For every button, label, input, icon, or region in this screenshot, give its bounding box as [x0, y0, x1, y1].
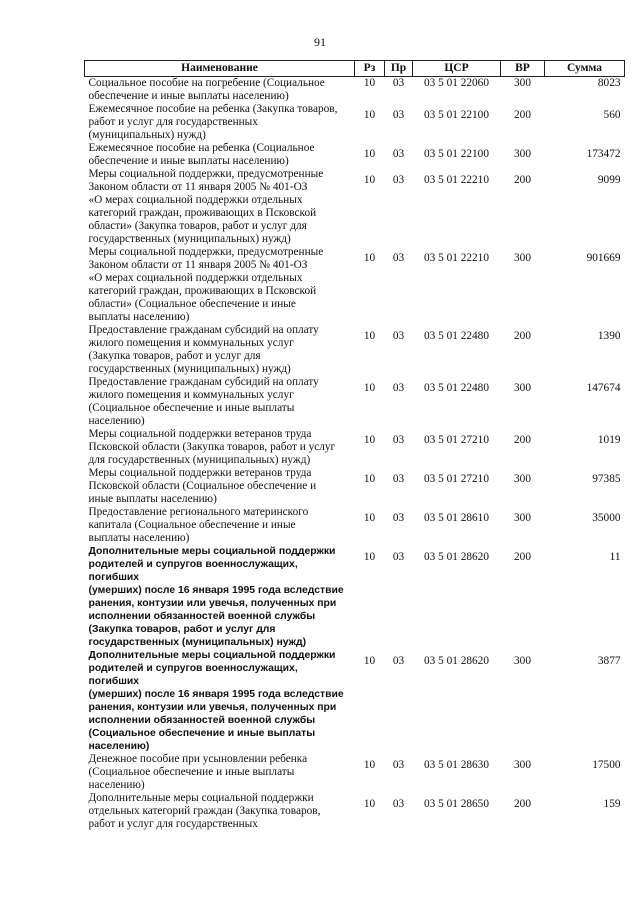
cell-name-line: Ежемесячное пособие на ребенка (Социальное	[88, 142, 315, 154]
cell-name-line: населению)	[88, 415, 145, 427]
cell-pr: 03	[392, 148, 405, 160]
table-row	[85, 753, 625, 792]
budget-table-container	[84, 60, 624, 831]
cell-vr: 300	[514, 512, 531, 524]
cell-pr: 03	[392, 798, 405, 810]
cell-rz: 10	[363, 252, 376, 264]
cell-rz: 10	[363, 434, 376, 446]
table-row	[85, 545, 625, 649]
cell-vr: 200	[514, 434, 531, 446]
cell-rz: 10	[363, 174, 376, 186]
table-header-row	[85, 61, 625, 77]
cell-name-line: Дополнительные меры социальной поддержки	[88, 546, 336, 557]
cell-csr: 03 5 01 22480	[424, 382, 489, 394]
cell-name-line: исполнении обязанностей военной службы	[88, 611, 316, 622]
table-row	[85, 246, 625, 324]
cell-rz: 10	[363, 382, 376, 394]
cell-name	[85, 506, 355, 545]
cell-vr: 200	[514, 551, 531, 563]
cell-name-line: Меры социальной поддержки ветеранов труда	[88, 428, 312, 440]
cell-name-line: Предоставление гражданам субсидий на оплату	[88, 324, 319, 336]
cell-name-line: родителей и супругов военнослужащих, погибших	[88, 559, 298, 583]
cell-rz: 10	[363, 512, 376, 524]
header-sum: Сумма	[545, 61, 625, 77]
cell-pr: 03	[392, 330, 405, 342]
cell-pr: 03	[392, 551, 405, 563]
cell-vr: 300	[514, 77, 531, 89]
cell-name-line: ранения, контузии или увечья, полученных при	[88, 598, 337, 609]
cell-name-line: обеспечение и иные выплаты населению)	[88, 155, 289, 167]
cell-csr: 03 5 01 22480	[424, 330, 489, 342]
cell-rz: 10	[363, 109, 376, 121]
header-csr: ЦСР	[413, 61, 501, 77]
cell-pr: 03	[392, 434, 405, 446]
cell-csr: 03 5 01 22100	[424, 109, 489, 121]
cell-rz: 10	[363, 655, 376, 667]
header-pr: Пр	[385, 61, 413, 77]
cell-name-line: Меры социальной поддержки, предусмотренные	[88, 168, 324, 180]
cell-pr: 03	[392, 759, 405, 771]
cell-name-line: жилого помещения и коммунальных услуг	[88, 337, 294, 349]
table-row	[85, 324, 625, 376]
cell-pr: 03	[392, 252, 405, 264]
cell-name-line: выплаты населению)	[88, 532, 190, 544]
cell-name-line: (муниципальных) нужд)	[88, 129, 206, 141]
cell-pr: 03	[392, 473, 405, 485]
cell-name	[85, 246, 355, 324]
cell-sum: 11	[609, 551, 621, 563]
table-row	[85, 506, 625, 545]
cell-name-line: (умерших) после 16 января 1995 года вследствие	[88, 585, 344, 596]
cell-rz: 10	[363, 551, 376, 563]
cell-vr: 300	[514, 655, 531, 667]
cell-name-line: Ежемесячное пособие на ребенка (Закупка товаров,	[88, 103, 338, 115]
cell-csr: 03 5 01 27210	[424, 434, 489, 446]
cell-name	[85, 168, 355, 246]
cell-name	[85, 142, 355, 168]
table-row	[85, 792, 625, 831]
cell-name	[85, 77, 355, 104]
cell-rz: 10	[363, 798, 376, 810]
table-row	[85, 467, 625, 506]
cell-name-line: Денежное пособие при усыновлении ребенка	[88, 753, 308, 765]
cell-sum: 8023	[597, 77, 621, 89]
cell-name	[85, 324, 355, 376]
cell-sum: 1019	[597, 434, 621, 446]
cell-rz: 10	[363, 759, 376, 771]
cell-name-line: (Социальное обеспечение и иные выплаты	[88, 402, 295, 414]
cell-name-line: (Закупка товаров, работ и услуг для	[88, 350, 261, 362]
cell-name-line: государственных (муниципальных) нужд)	[88, 363, 291, 375]
cell-name-line: Дополнительные меры социальной поддержки	[88, 792, 314, 804]
cell-pr: 03	[392, 109, 405, 121]
cell-pr: 03	[392, 77, 405, 89]
cell-rz: 10	[363, 148, 376, 160]
cell-name-line: Законом области от 11 января 2005 № 401-ОЗ	[88, 181, 308, 193]
cell-name	[85, 753, 355, 792]
cell-sum: 173472	[586, 148, 621, 160]
cell-name-line: выплаты населению)	[88, 311, 190, 323]
cell-name-line: исполнении обязанностей военной службы	[88, 715, 316, 726]
cell-sum: 9099	[597, 174, 621, 186]
cell-name-line: ранения, контузии или увечья, полученных при	[88, 702, 337, 713]
cell-csr: 03 5 01 22210	[424, 174, 489, 186]
cell-name-line: области» (Социальное обеспечение и иные	[88, 298, 296, 310]
cell-name-line: Псковской области (Социальное обеспечение и	[88, 480, 317, 492]
cell-name-line: для государственных (муниципальных) нужд)	[88, 454, 311, 466]
cell-csr: 03 5 01 28650	[424, 798, 489, 810]
cell-name-line: населению)	[88, 779, 145, 791]
cell-name-line: Меры социальной поддержки, предусмотренные	[88, 246, 324, 258]
cell-name-line: «О мерах социальной поддержки отдельных	[88, 194, 303, 206]
cell-name-line: Дополнительные меры социальной поддержки	[88, 650, 336, 661]
cell-name-line: обеспечение и иные выплаты населению)	[88, 90, 289, 102]
cell-csr: 03 5 01 22060	[424, 77, 489, 89]
cell-name-line: Предоставление гражданам субсидий на оплату	[88, 376, 319, 388]
cell-name-line: «О мерах социальной поддержки отдельных	[88, 272, 303, 284]
cell-name-line: работ и услуг для государственных	[88, 116, 258, 128]
table-row	[85, 376, 625, 428]
cell-name	[85, 428, 355, 467]
table-row	[85, 428, 625, 467]
header-name: Наименование	[85, 61, 355, 77]
cell-name	[85, 376, 355, 428]
cell-name-line: отдельных категорий граждан (Закупка товаров,	[88, 805, 321, 817]
cell-name-line: государственных (муниципальных) нужд)	[88, 233, 291, 245]
cell-rz: 10	[363, 330, 376, 342]
cell-sum: 147674	[586, 382, 621, 394]
cell-name-line: Псковской области (Закупка товаров, работ и услуг	[88, 441, 336, 453]
cell-name-line: Предоставление регионального материнского	[88, 506, 309, 518]
table-row	[85, 649, 625, 753]
header-rz: Рз	[355, 61, 385, 77]
cell-vr: 200	[514, 174, 531, 186]
cell-name-line: Социальное пособие на погребение (Социальное	[88, 77, 325, 89]
cell-sum: 1390	[597, 330, 621, 342]
cell-csr: 03 5 01 28620	[424, 551, 489, 563]
cell-csr: 03 5 01 28610	[424, 512, 489, 524]
cell-csr: 03 5 01 28630	[424, 759, 489, 771]
cell-sum: 35000	[592, 512, 621, 524]
cell-csr: 03 5 01 22210	[424, 252, 489, 264]
cell-sum: 3877	[597, 655, 621, 667]
cell-name	[85, 103, 355, 142]
cell-pr: 03	[392, 512, 405, 524]
cell-name	[85, 545, 355, 649]
cell-rz: 10	[363, 77, 376, 89]
cell-sum: 901669	[586, 252, 621, 264]
page-number: 91	[314, 35, 326, 49]
cell-name	[85, 649, 355, 753]
cell-name-line: Законом области от 11 января 2005 № 401-ОЗ	[88, 259, 308, 271]
cell-vr: 200	[514, 109, 531, 121]
table-row	[85, 77, 625, 104]
cell-pr: 03	[392, 382, 405, 394]
cell-name-line: капитала (Социальное обеспечение и иные	[88, 519, 296, 531]
cell-name	[85, 792, 355, 831]
cell-pr: 03	[392, 655, 405, 667]
cell-sum: 97385	[592, 473, 621, 485]
table-row	[85, 142, 625, 168]
cell-pr: 03	[392, 174, 405, 186]
table-row	[85, 168, 625, 246]
cell-name-line: родителей и супругов военнослужащих, погибших	[88, 663, 298, 687]
cell-name-line: категорий граждан, проживающих в Псковской	[88, 207, 317, 219]
cell-name-line: категорий граждан, проживающих в Псковской	[88, 285, 317, 297]
cell-name-line: Меры социальной поддержки ветеранов труда	[88, 467, 312, 479]
cell-name	[85, 467, 355, 506]
cell-vr: 300	[514, 148, 531, 160]
cell-rz: 10	[363, 473, 376, 485]
cell-name-line: населению)	[88, 741, 150, 752]
cell-vr: 300	[514, 759, 531, 771]
cell-name-line: (Закупка товаров, работ и услуг для	[88, 624, 276, 635]
cell-vr: 300	[514, 252, 531, 264]
header-vr: ВР	[501, 61, 545, 77]
cell-name-line: (умерших) после 16 января 1995 года вследствие	[88, 689, 344, 700]
budget-table	[84, 60, 625, 831]
cell-vr: 200	[514, 330, 531, 342]
table-row	[85, 103, 625, 142]
cell-sum: 159	[603, 798, 621, 810]
cell-name-line: (Социальное обеспечение и иные выплаты	[88, 728, 316, 739]
cell-name-line: иные выплаты населению)	[88, 493, 217, 505]
cell-vr: 300	[514, 382, 531, 394]
cell-sum: 560	[603, 109, 621, 121]
cell-vr: 300	[514, 473, 531, 485]
cell-name-line: государственных (муниципальных) нужд)	[88, 637, 307, 648]
cell-name-line: области» (Закупка товаров, работ и услуг для	[88, 220, 307, 232]
cell-csr: 03 5 01 28620	[424, 655, 489, 667]
cell-csr: 03 5 01 27210	[424, 473, 489, 485]
cell-name-line: жилого помещения и коммунальных услуг	[88, 389, 294, 401]
cell-sum: 17500	[592, 759, 621, 771]
cell-name-line: работ и услуг для государственных	[88, 818, 258, 830]
cell-csr: 03 5 01 22100	[424, 148, 489, 160]
cell-name-line: (Социальное обеспечение и иные выплаты	[88, 766, 295, 778]
cell-vr: 200	[514, 798, 531, 810]
table-body	[85, 77, 625, 832]
